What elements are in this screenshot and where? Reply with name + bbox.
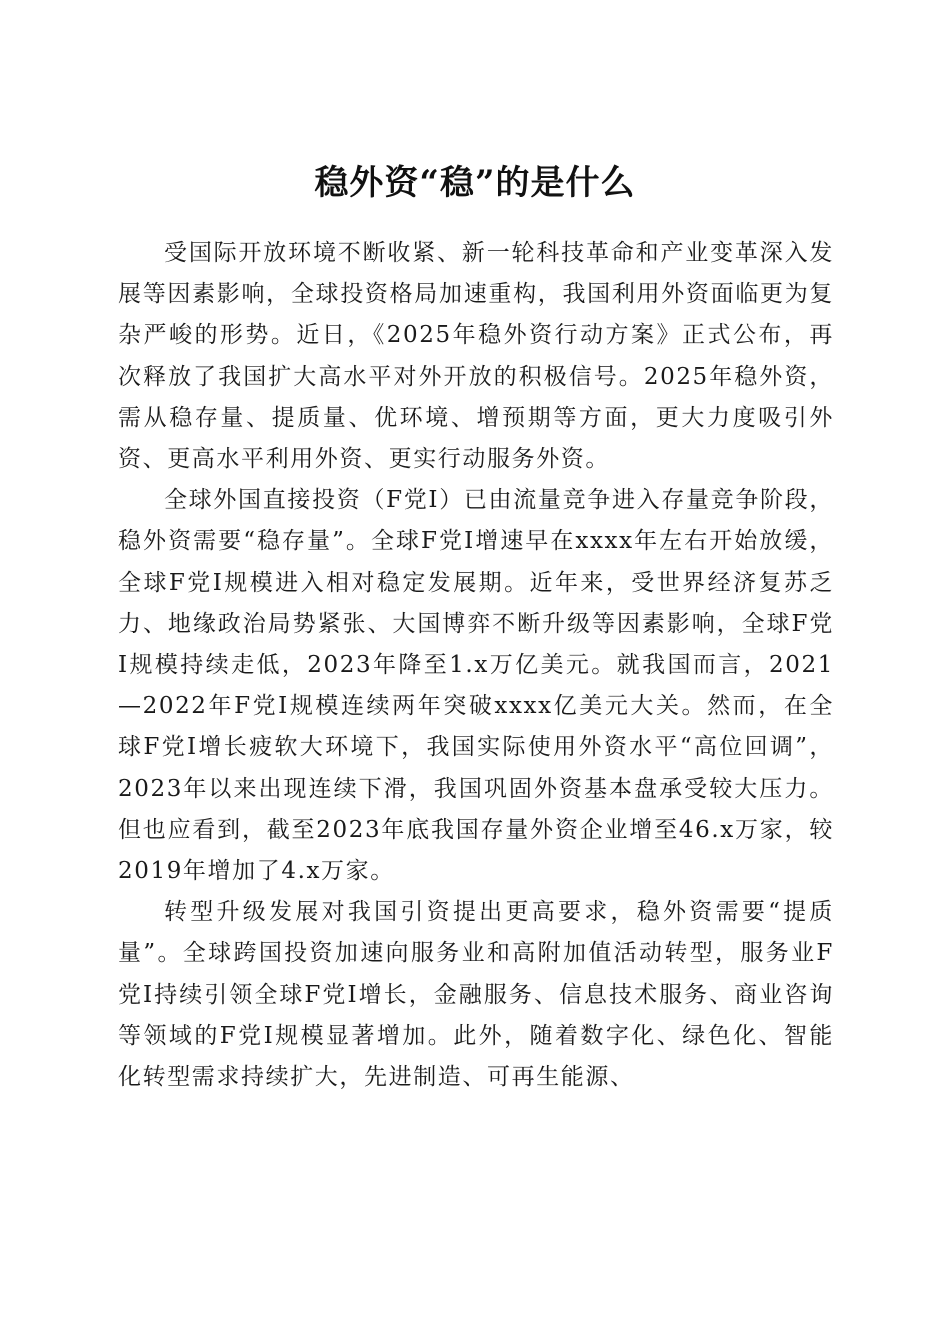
paragraph-2: 全球外国直接投资（F党I）已由流量竞争进入存量竞争阶段，稳外资需要“稳存量”。全球F党I增速早在xxxx年左右开始放缓，全球F党I规模进入相对稳定发展期。近年来，受世界经济复苏乏力、地缘政治局势紧张、大国博弈不断升级等因素影响，全球F党I规模持续走低，2023年降至1.x万亿美元。就我国而言，2021—2022年F党I规模连续两年突破xxxx亿美元大关。然而，在全球F党I增长疲软大环境下，我国实际使用外资水平“高位回调”，2023年以来出现连续下滑，我国巩固外资基本盘承受较大压力。但也应看到，截至2023年底我国存量外资企业增至46.x万家，较2019年增加了4.x万家。 (118, 487, 834, 885)
paragraph-1: 受国际开放环境不断收紧、新一轮科技革命和产业变革深入发展等因素影响，全球投资格局加速重构，我国利用外资面临更为复杂严峻的形势。近日，《2025年稳外资行动方案》正式公布，再次释放了我国扩大高水平对外开放的积极信号。2025年稳外资，需从稳存量、提质量、优环境、增预期等方面，更大力度吸引外资、更高水平利用外资、更实行动服务外资。 (118, 240, 834, 473)
document-body (118, 233, 834, 1098)
document-title: 稳外资“稳”的是什么 (314, 162, 636, 203)
paragraph-3: 转型升级发展对我国引资提出更高要求，稳外资需要“提质量”。全球跨国投资加速向服务业和高附加值活动转型，服务业F党I持续引领全球F党I增长，金融服务、信息技术服务、商业咨询等领域的F党I规模显著增加。此外，随着数字化、绿色化、智能化转型需求持续扩大，先进制造、可再生能源、 (118, 899, 834, 1091)
